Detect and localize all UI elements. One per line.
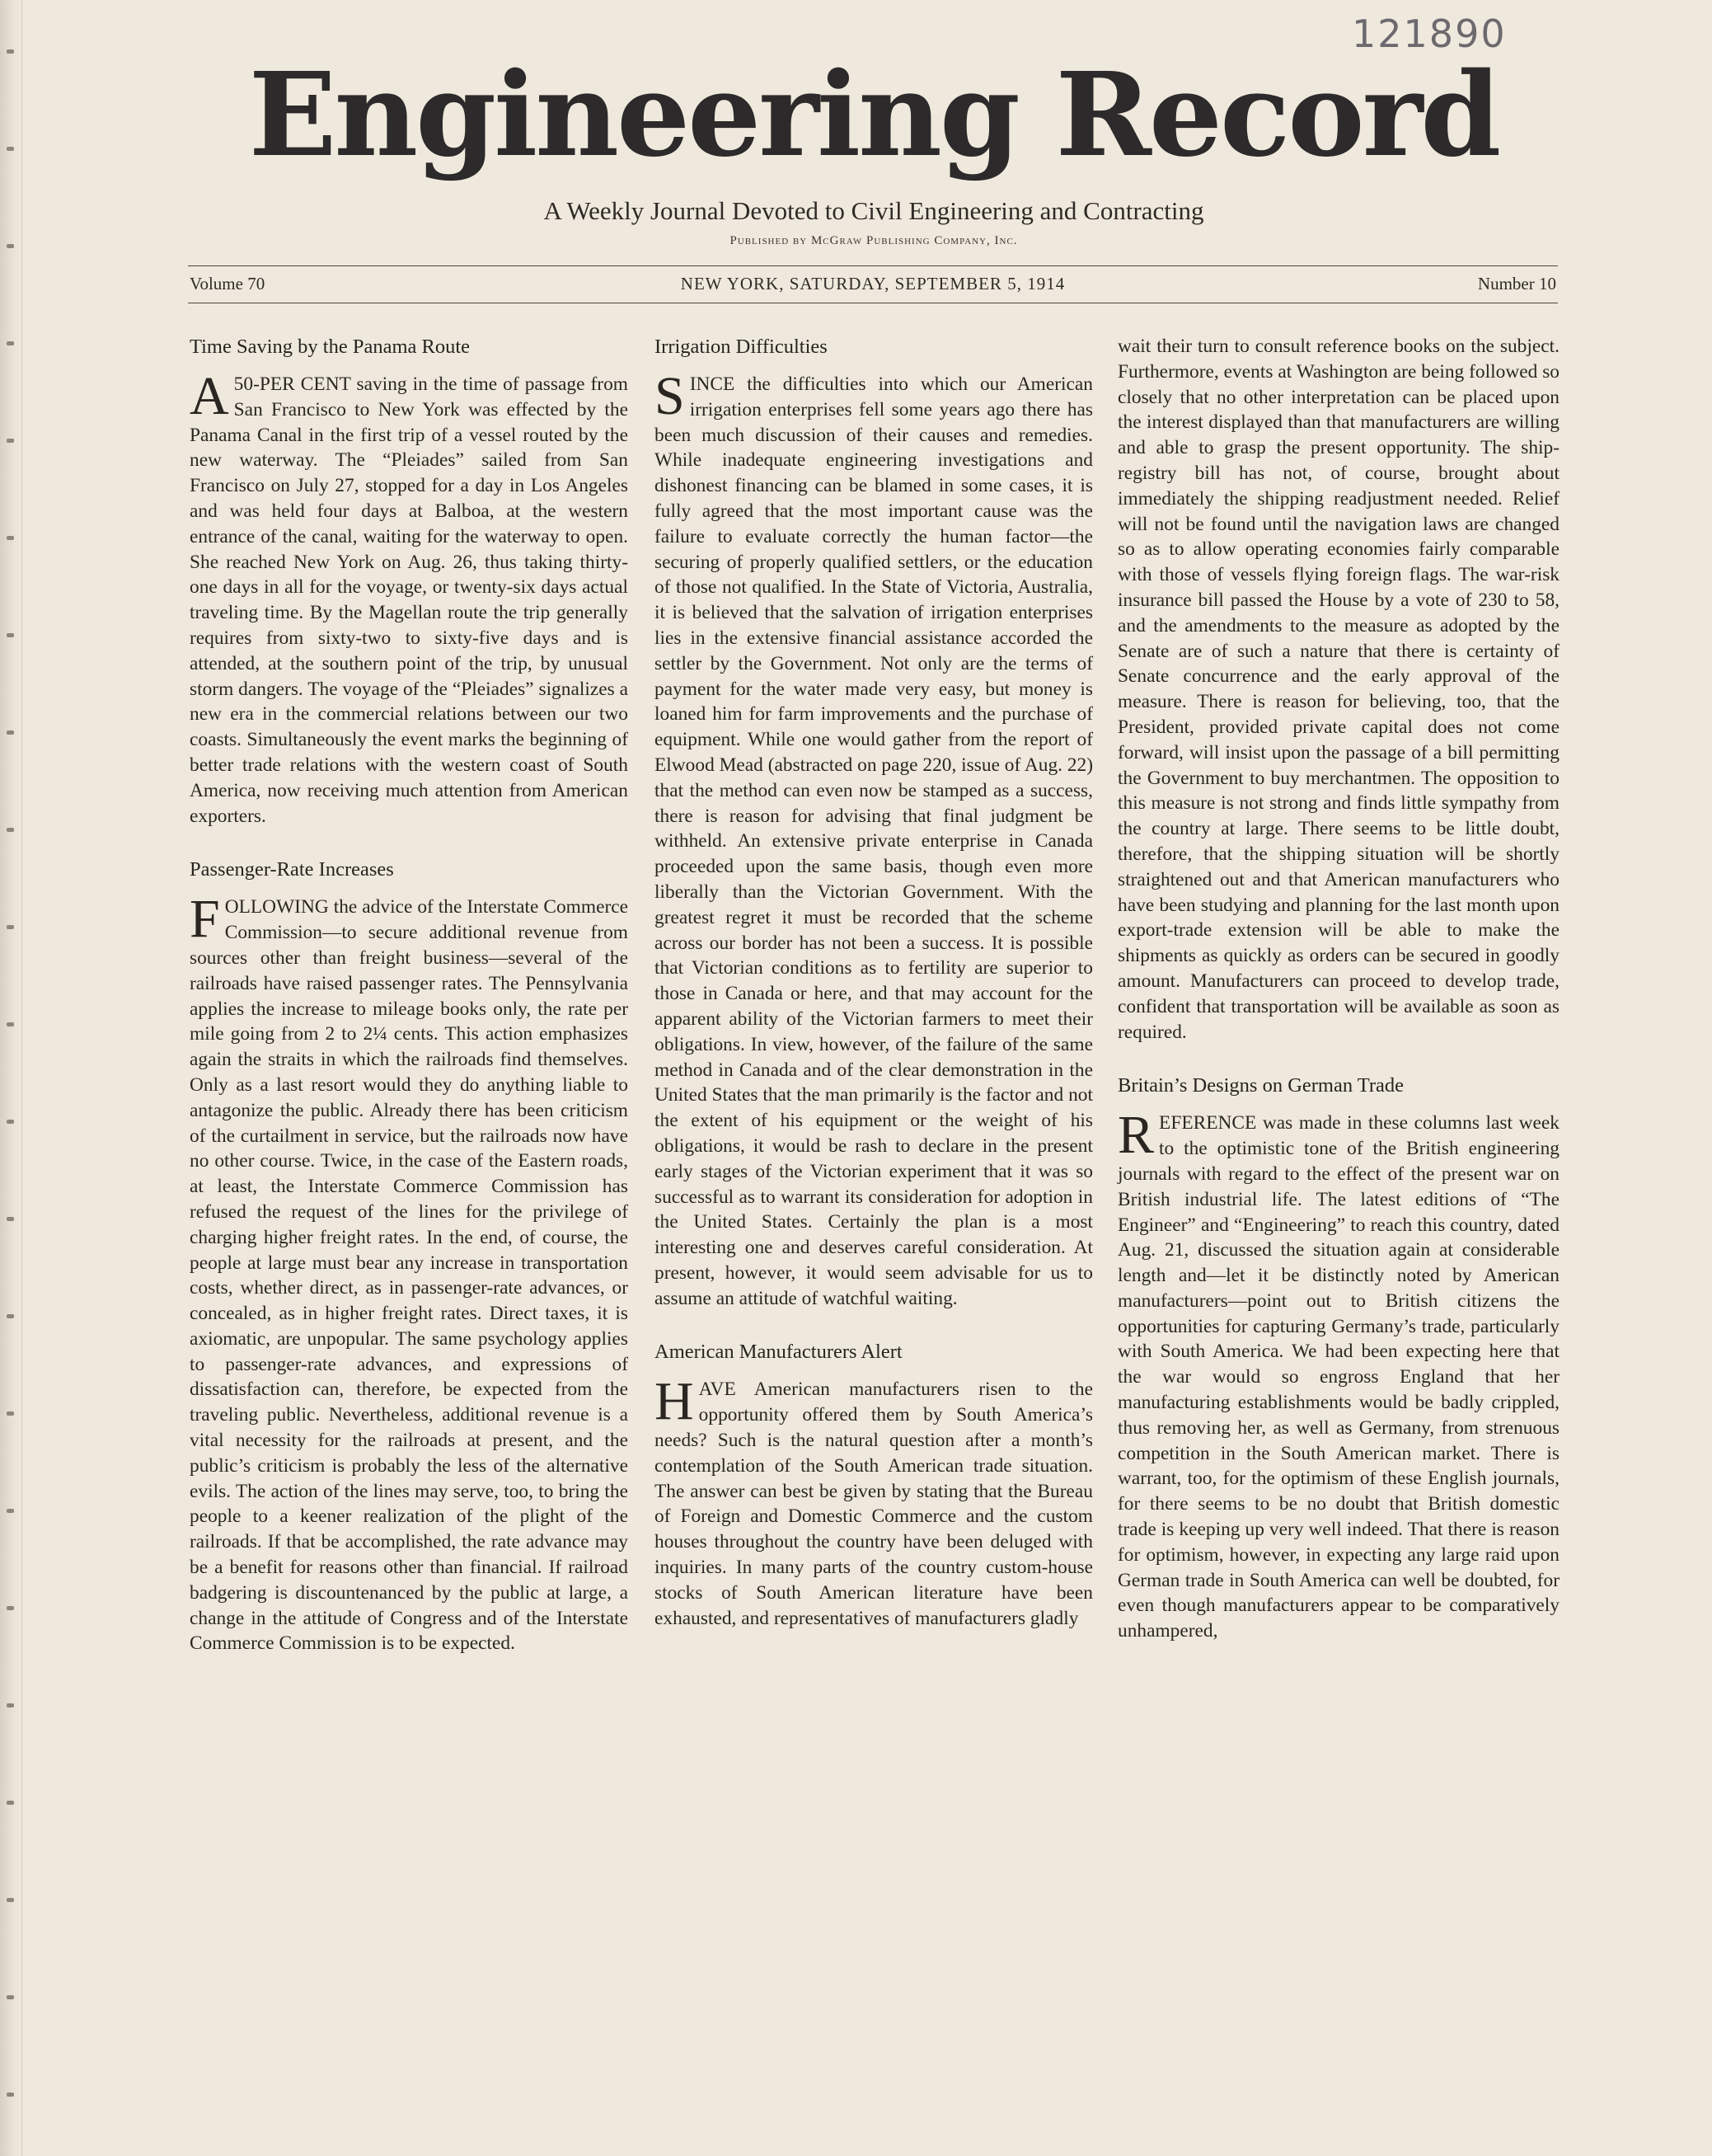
binding-hole (7, 536, 14, 540)
article-text: EFERENCE was made in these columns last week to the optimistic tone of the British engineering journals with regard to the effect of the present war on British industrial life. The latest editions of “The Engineer” and “Engineering” to reach this country, dated Aug. 21, discussed the situation again at considerable length and—let it be distinctly noted by American manufacturers—point out to British citizens the opportunities for capturing Germany’s trade, particularly with South America. We had been expecting here that the war would so engross England that her manufacturing establishments would be badly crippled, thus removing her, as well as Germany, from strenuous competition in the South American market. There is warrant, too, for the optimism of these English journals, for there seems to be no doubt that British domestic trade is keeping up very well indeed. That there is reason for optimism, however, in expecting any large raid upon German trade in South America can well be doubted, for even though manufacturers appear to be comparatively unhampered, (1118, 1112, 1560, 1642)
binding-hole (7, 147, 14, 151)
article-body-continued: wait their turn to consult reference books on the subject. Furthermore, events at Washington are being followed so closely that no other interpretation can be placed upon the interest displayed than that manufacturers are willing and able to grasp the present opportunity. The ship-registry bill has not, of course, brought about immediately the shipping readjustment needed. Relief will not be found until the navigation laws are changed so as to allow operating economies fairly comparable with those of vessels flying foreign flags. The war-risk insurance bill passed the House by a vote of 230 to 58, and the amendments to the measure as adopted by the Senate are of such a nature that there is certainty of Senate concurrence and the early approval of the measure. There is reason for believing, too, that the President, provided private capital does not come forward, will insist upon the passage of a bill permitting the Government to buy merchantmen. The opposition to this measure is not strong and finds little sympathy from the country at large. There seems to be little doubt, therefore, that the shipping situation will be shortly straightened out and that American manufacturers who have been studying and planning for the last month upon export-trade extension will be able to make the shipments as quickly as orders can be secured in goodly amount. Manufacturers can proceed to develop trade, confident that transportation will be available as soon as required. (1118, 336, 1560, 1043)
article-body (190, 366, 628, 829)
article-text: INCE the difficulties into which our American irrigation enterprises fell some years ago there has been much discussion of their causes and remedies. While inadequate engineering investigations and dishonest financing can be blamed in some cases, it is fully agreed that the most important cause was the failure to evaluate correctly the human factor—the securing of properly qualified settlers, or the education of those not qualified. In the State of Victoria, Australia, it is believed that the salvation of irrigation enterprises lies in the extensive financial assistance accorded the settler by the Government. Not only are the terms of payment for the water made very easy, but money is loaned him for farm improvements and the purchase of equipment. While one would gather from the report of Elwood Mead (abstracted on page 220, issue of Aug. 22) that the method can even now be stamped as a success, there is reason for advising that final judgment be withheld. An extensive private enterprise in Canada proceeded upon the same basis, though even more liberally than the Victorian Government. With the greatest regret it must be recorded that the scheme across our border has not been a success. It is possible that Victorian conditions as to fertility are superior to those in Canada or here, and that may account for the apparent ability of the Victorian farmers to meet their obligations. In view, however, of the failure of the same method in Canada and of the clear demonstration in the United States that the man primarily is the factor and not the extent of his equipment or the weight of his obligations, it would be rash to declare in the present early stages of the Victorian experiment that it was so successful as to warrant its consideration for adoption in the United States. Certainly the plan is a most interesting one and deserves careful consideration. At present, however, it would seem advisable for us to assume an attitude of watchful waiting. (654, 373, 1094, 1309)
article-heading: Irrigation Difficulties (654, 336, 828, 358)
article-text: OLLOWING the advice of the Interstate Commerce Commission—to secure additional revenue from sources other than freight business—several of the railroads have raised passenger rates. The Pennsylvania applies the increase to mileage books only, the rate per mile going from 2 to 2¼ cents. This action emphasizes again the straits in which the railroads find themselves. Only as a last resort would they do anything liable to antagonize the public. Already there has been criticism of the curtailment in service, but the railroads now have no other course. Twice, in the case of the Eastern roads, at least, the Interstate Commerce Commission has refused the request of the lines for the privilege of charging higher freight rates. In the end, of course, the people at large must bear any increase in transportation costs, whether direct, as in passenger-rate advances, or concealed, as in higher freight rates. Direct taxes, it is axiomatic, are unpopular. The same psychology applies to passenger-rate advances, and expressions of dissatisfaction can, therefore, be expected from the traveling public. Nevertheless, additional revenue is a vital necessity for the railroads at present, and the public’s criticism is probably the less of the alternative evils. The action of the lines may serve, too, to bring the people to a keener realization of the plight of the railroads. If that be accomplished, the rate advance may be a benefit for reasons other than financial. If railroad badgering is discountenanced by the public at large, a change in the attitude of Congress and of the Interstate Commerce Commission is to be expected. (190, 896, 628, 1655)
article-text: AVE American manufacturers risen to the opportunity offered them by South America’s needs? Such is the natural question after a month’s contemplation of the South American trade situation. The answer can best be given by stating that the Bureau of Foreign and Domestic Commerce and the custom houses throughout the country have been deluged with inquiries. In many parts of the country custom-house stocks of South American literature have been exhausted, and representatives of manufacturers gladly (654, 1379, 1093, 1629)
article-body (1118, 1105, 1560, 1644)
drop-cap: S (654, 366, 685, 426)
binding-hole (7, 925, 14, 929)
journal-title: Engineering Record (248, 48, 1499, 183)
article-body (654, 366, 1094, 1311)
binding-hole (7, 633, 14, 637)
binding-hole (7, 1898, 14, 1902)
article-heading: Time Saving by the Panama Route (190, 336, 471, 358)
drop-cap: R (1118, 1105, 1155, 1166)
masthead (190, 48, 1558, 248)
article-text: 50-PER CENT saving in the time of passage from San Francisco to New York was effected by the Panama Canal in the first trip of a vessel routed by the new waterway. The “Pleiades” sailed from San Francisco on July 27, stopped for a day in Los Angeles and was held four days at Balboa, at the western entrance of the canal, waiting for the waterway to open. She reached New York on Aug. 26, thus taking thirty-one days in all for the voyage, or twenty-six days actual traveling time. By the Magellan route the trip generally requires from sixty-two to sixty-five days and is attended, at the southern point of the trip, by unusual storm dangers. The voyage of the “Pleiades” signalizes a new era in the commercial relations between our two coasts. Simultaneously the event marks the beginning of better trade relations with the western coast of South America, now receiving much attention from American exporters. (190, 373, 628, 827)
column-3 (1118, 334, 1560, 1644)
article-heading: American Manufacturers Alert (654, 1341, 903, 1364)
article-body (190, 889, 628, 1656)
publisher-line: Published by McGraw Publishing Company, Inc. (729, 234, 1018, 247)
binding-hole (7, 244, 14, 248)
binding-hole (7, 1314, 14, 1318)
binding-hole (7, 2093, 14, 2097)
binding-hole (7, 1703, 14, 1707)
binding-hole (7, 439, 14, 443)
binding-hole (7, 341, 14, 345)
handwritten-ms-number: 121890 (1352, 12, 1507, 56)
drop-cap: H (654, 1371, 694, 1432)
binding-hole (7, 1801, 14, 1805)
binding-hole (7, 1995, 14, 1999)
masthead-rule-top (188, 265, 1558, 266)
binding-hole (7, 1411, 14, 1416)
binding-hole (7, 730, 14, 735)
article-heading: Passenger-Rate Increases (190, 858, 394, 881)
binding-hole (7, 1606, 14, 1610)
binding-hole (7, 1120, 14, 1124)
column-2 (654, 334, 1093, 1631)
binding-hole (7, 828, 14, 832)
binding-hole (7, 1022, 14, 1026)
article-body (654, 1371, 1093, 1631)
drop-cap: F (190, 889, 220, 950)
drop-cap: A (190, 366, 229, 426)
column-1 (190, 334, 628, 1656)
binding-hole (7, 1217, 14, 1221)
journal-subtitle: A Weekly Journal Devoted to Civil Engineering and Contracting (543, 196, 1204, 225)
volume-label: Volume 70 (190, 274, 265, 294)
issue-number: Number 10 (1477, 274, 1556, 294)
issue-date: NEW YORK, SATURDAY, SEPTEMBER 5, 1914 (680, 274, 1066, 294)
page-binding-edge (0, 0, 22, 2156)
binding-hole (7, 49, 14, 54)
article-heading: Britain’s Designs on German Trade (1118, 1074, 1405, 1097)
binding-hole (7, 1509, 14, 1513)
